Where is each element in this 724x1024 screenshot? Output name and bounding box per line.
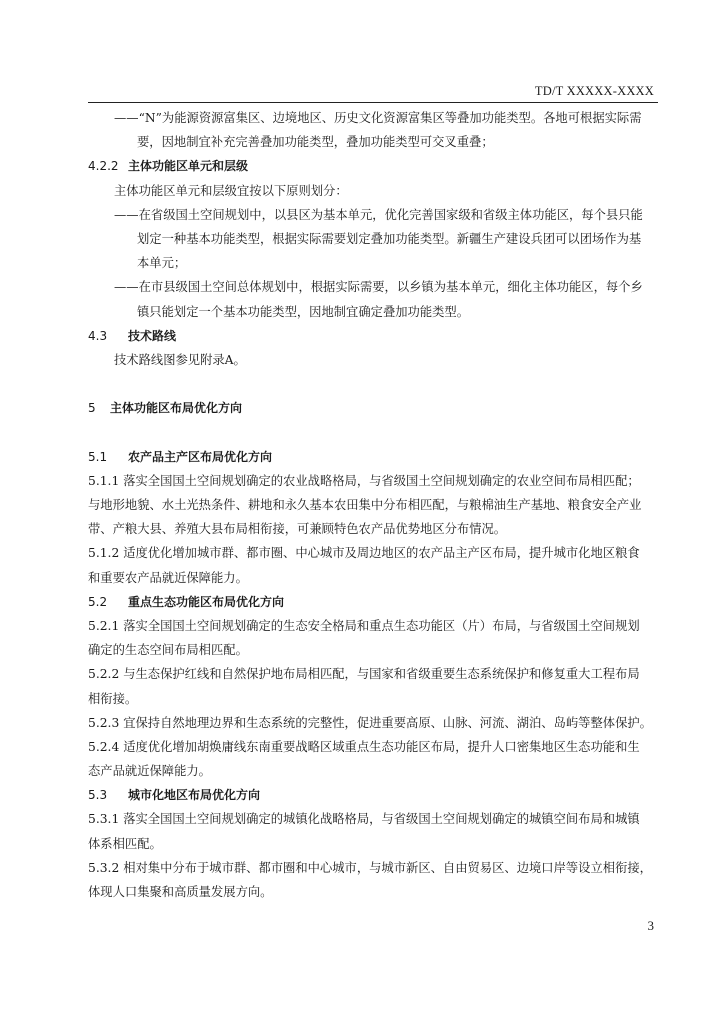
clause-continuation: 与地形地貌、水土光热条件、耕地和永久基本农田集中分布相匹配，与粮棉油生产基地、粮食安全产业: [88, 498, 642, 512]
clause-5-2-1: 5.2.1 落实全国国土空间规划确定的生态安全格局和重点生态功能区（片）布局，与省级国土空间规划: [88, 618, 640, 633]
clause-5-3-2: 5.3.2 相对集中分布于城市群、都市圈和中心城市，与城市新区、自由贸易区、边境口岸等设立相衔接，: [88, 860, 652, 875]
clause-5-3-1: 5.3.1 落实全国国土空间规划确定的城镇化战略格局，与省级国土空间规划确定的城镇空间布局和城镇: [88, 812, 640, 827]
chapter-title: 主体功能区布局优化方向: [110, 401, 243, 416]
clause-continuation: 态产品就近保障能力。: [88, 764, 211, 779]
section-heading-5-1: [88, 445, 660, 469]
document-code: TD/T XXXXX-XXXX: [534, 84, 654, 98]
list-item-continuation: 本单元；: [137, 256, 187, 271]
section-title: 重点生态功能区布局优化方向: [128, 594, 285, 609]
list-item-continuation: 要，因地制宜补充完善叠加功能类型，叠加功能类型可交叉重叠；: [137, 135, 494, 150]
section-number: 4.3: [88, 328, 108, 343]
section-number: 4.2.2: [88, 159, 119, 174]
clause-5-1-2: 5.1.2 适度优化增加城市群、都市圈、中心城市及周边地区的农产品主产区布局，提升城市化地区粮食: [88, 546, 640, 561]
clause-continuation: 体系相匹配。: [88, 836, 162, 851]
clause-continuation: 确定的生态空间布局相匹配。: [88, 643, 248, 658]
header-rule: [88, 102, 658, 103]
section-heading-4-2-2: [88, 154, 660, 178]
section-heading-4-3: [88, 324, 660, 348]
section-heading-5-3: [88, 783, 660, 807]
clause-continuation: 带、产粮大县、养殖大县布局相衔接，可兼顾特色农产品优势地区分布情况。: [88, 522, 507, 537]
section-title: 农产品主产区布局优化方向: [128, 449, 273, 464]
clause-continuation: 和重要农产品就近保障能力。: [88, 570, 248, 585]
section-heading-5-2: [88, 590, 660, 614]
page-number: 3: [647, 918, 654, 933]
clause-5-2-3: 5.2.3 宜保持自然地理边界和生态系统的完整性，促进重要高原、山脉、河流、湖泊、岛屿等整体保护。: [88, 715, 652, 730]
clause-5-1-1: 5.1.1 落实全国国土空间规划确定的农业战略格局，与省级国土空间规划确定的农业空间布局相匹配；: [88, 473, 640, 488]
chapter-heading-5: [88, 396, 660, 420]
section-number: 5.2: [88, 594, 108, 609]
section-number: 5.1: [88, 449, 108, 464]
section-title: 主体功能区单元和层级: [128, 159, 249, 174]
paragraph: 技术路线图参见附录A。: [114, 352, 246, 367]
list-item: ——在市县级国土空间总体规划中，根据实际需要，以乡镇为基本单元，细化主体功能区，每个乡: [114, 280, 643, 295]
paragraph: 主体功能区单元和层级宜按以下原则划分：: [114, 183, 348, 198]
list-item: ——“N”为能源资源富集区、边境地区、历史文化资源富集区等叠加功能类型。各地可根据实际需: [114, 111, 642, 125]
page-body: [88, 106, 660, 904]
list-item-continuation: 划定一种基本功能类型，根据实际需要划定叠加功能类型。新疆生产建设兵团可以团场作为基: [137, 231, 642, 246]
list-item-continuation: 镇只能划定一个基本功能类型，因地制宜确定叠加功能类型。: [137, 304, 470, 319]
chapter-number: 5: [88, 401, 96, 416]
section-number: 5.3: [88, 788, 108, 803]
clause-5-2-2: 5.2.2 与生态保护红线和自然保护地布局相匹配，与国家和省级重要生态系统保护和修复重大工程布局: [88, 667, 640, 682]
spacer: [88, 420, 660, 444]
clause-5-2-4: 5.2.4 适度优化增加胡焕庸线东南重要战略区域重点生态功能区布局，提升人口密集地区生态功能和生: [88, 739, 640, 754]
section-title: 技术路线: [128, 328, 177, 343]
clause-continuation: 体现人口集聚和高质量发展方向。: [88, 885, 273, 899]
section-title: 城市化地区布局优化方向: [128, 788, 261, 803]
list-item: ——在省级国土空间规划中，以县区为基本单元，优化完善国家级和省级主体功能区，每个县只能: [114, 207, 643, 222]
clause-continuation: 相衔接。: [88, 691, 138, 706]
spacer: [88, 372, 660, 396]
